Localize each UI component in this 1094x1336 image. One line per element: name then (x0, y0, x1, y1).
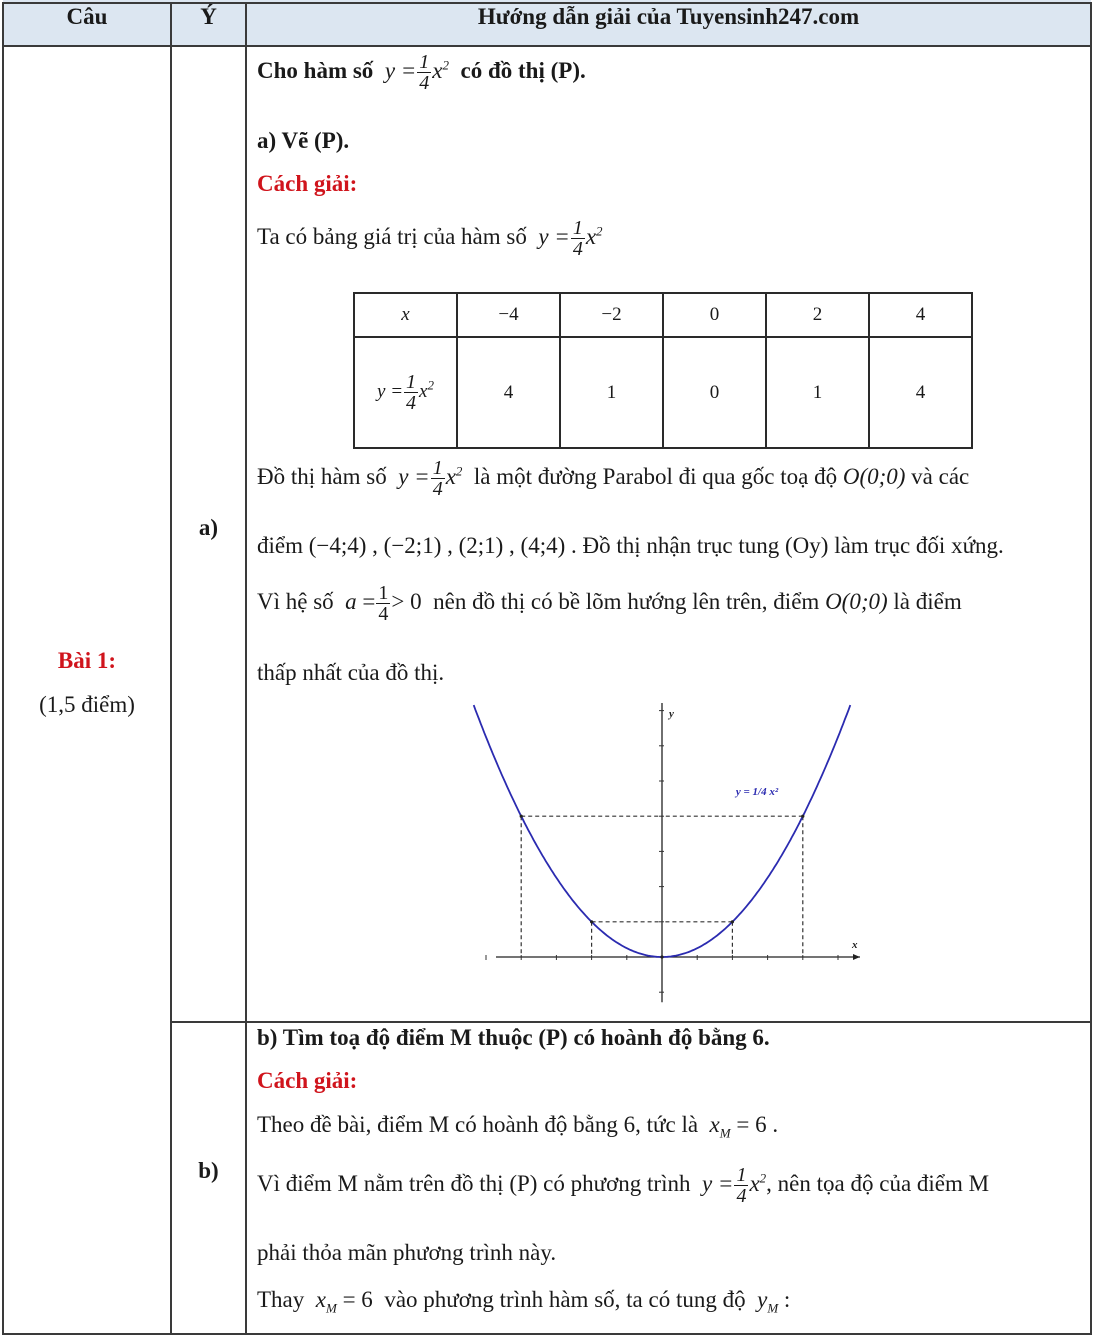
formula-intro: y = $\frac{1}{4}$ $x^2$ (379, 51, 450, 94)
curve-label: y = 1/4 x² (735, 786, 779, 799)
x-axis-arrow (853, 954, 860, 960)
line-b3: phải thỏa mãn phương trình này. (257, 1240, 557, 1265)
y-axis-label: y (669, 708, 674, 720)
p1-b: là một đường Parabol đi qua gốc toạ độ (473, 463, 838, 489)
paragraph-1 (257, 458, 969, 499)
line-b4 (257, 1287, 790, 1317)
data-point (520, 815, 523, 818)
data-point (731, 920, 734, 923)
line-b2 (257, 1165, 989, 1206)
b1-text: Theo đề bài, điểm M có hoành độ bằng 6, tức là (257, 1112, 699, 1137)
paragraph-4: thấp nhất của đồ thị. (257, 660, 445, 685)
p3-b: nên đồ thị có bề lõm hướng lên trên, điểm (433, 588, 820, 614)
table-intro (257, 218, 603, 259)
value-table-y: 0 (663, 337, 766, 448)
header-huong-dan: Hướng dẫn giải của Tuyensinh247.com (477, 4, 860, 29)
formula-p1: y = $\frac{1}{4}$ $x^2$ (392, 457, 463, 500)
paragraph-3 (257, 583, 962, 624)
value-table-x: 0 (663, 293, 766, 337)
table-border-row-ab (170, 1021, 1092, 1023)
method-b: Cách giải: (257, 1068, 358, 1093)
question-label: Bài 1: (57, 648, 117, 673)
value-table-x: 2 (766, 293, 869, 337)
intro-line (257, 52, 586, 93)
data-point (660, 955, 663, 958)
table-border-bottom (2, 1333, 1092, 1335)
origin-point: O(0;0) (842, 463, 906, 489)
value-table-y: 4 (457, 337, 560, 448)
formula-b2: y = $\frac{1}{4}$ $x^2$ (696, 1164, 767, 1207)
question-points: (1,5 điểm) (39, 692, 135, 717)
data-point (801, 815, 804, 818)
value-table-x: 4 (869, 293, 972, 337)
header-y: Ý (200, 4, 217, 29)
value-table-y: 1 (766, 337, 869, 448)
formula-p3: a = $\frac{1}{4}$ > 0 (345, 582, 428, 625)
value-table-y: 4 (869, 337, 972, 448)
data-point (590, 920, 593, 923)
b2-b: , nên tọa độ của điểm M (766, 1170, 990, 1196)
part-a-label: a) (198, 515, 219, 540)
p1-c: và các (911, 463, 970, 489)
table-border-right (1090, 2, 1092, 1335)
task-b: b) Tìm toạ độ điểm M thuộc (P) có hoành độ bằng 6. (257, 1025, 770, 1050)
line-b1 (257, 1112, 778, 1142)
table-intro-text: Ta có bảng giá trị của hàm số (257, 223, 527, 249)
table-border-col2 (245, 2, 247, 1335)
header-cau: Câu (66, 4, 108, 29)
origin-point: O(0;0) (825, 588, 888, 614)
b4-a: Thay (257, 1287, 305, 1312)
value-table-y-header: y = $\frac{1}{4}$ $x^2$ (354, 337, 457, 448)
p1-a: Đồ thị hàm số (257, 463, 387, 489)
part-b-label: b) (198, 1158, 219, 1183)
formula-ym: $y_M$ : (757, 1287, 791, 1316)
value-table-y: 1 (560, 337, 663, 448)
b2-a: Vì điểm M nằm trên đồ thị (P) có phương trình (257, 1170, 691, 1196)
task-a: a) Vẽ (P). (257, 128, 350, 153)
p3-c: là điểm (893, 588, 962, 614)
value-table-x: −2 (560, 293, 663, 337)
value-table-x-header: x (354, 293, 457, 337)
formula-xm6: $x_M = 6$ (315, 1287, 379, 1316)
formula-table-intro: y = $\frac{1}{4}$ $x^2$ (532, 217, 603, 260)
table-border-top (2, 2, 1092, 4)
method-a: Cách giải: (257, 171, 358, 196)
value-table (353, 292, 973, 449)
intro-prefix: Cho hàm số (257, 57, 374, 83)
x-axis-label: x (852, 939, 858, 951)
intro-suffix: có đồ thị (P). (460, 57, 586, 83)
parabola-chart (462, 700, 870, 1005)
b4-b: vào phương trình hàm số, ta có tung độ (384, 1287, 746, 1312)
value-table-x: −4 (457, 293, 560, 337)
paragraph-2: điểm (−4;4) , (−2;1) , (2;1) , (4;4) . Đồ thị nhận trục tung (Oy) làm trục đối xứng. (257, 533, 1004, 558)
formula-xm: $x_M = 6$ . (709, 1112, 779, 1141)
p3-a: Vì hệ số (257, 588, 334, 614)
table-border-header (2, 45, 1092, 47)
